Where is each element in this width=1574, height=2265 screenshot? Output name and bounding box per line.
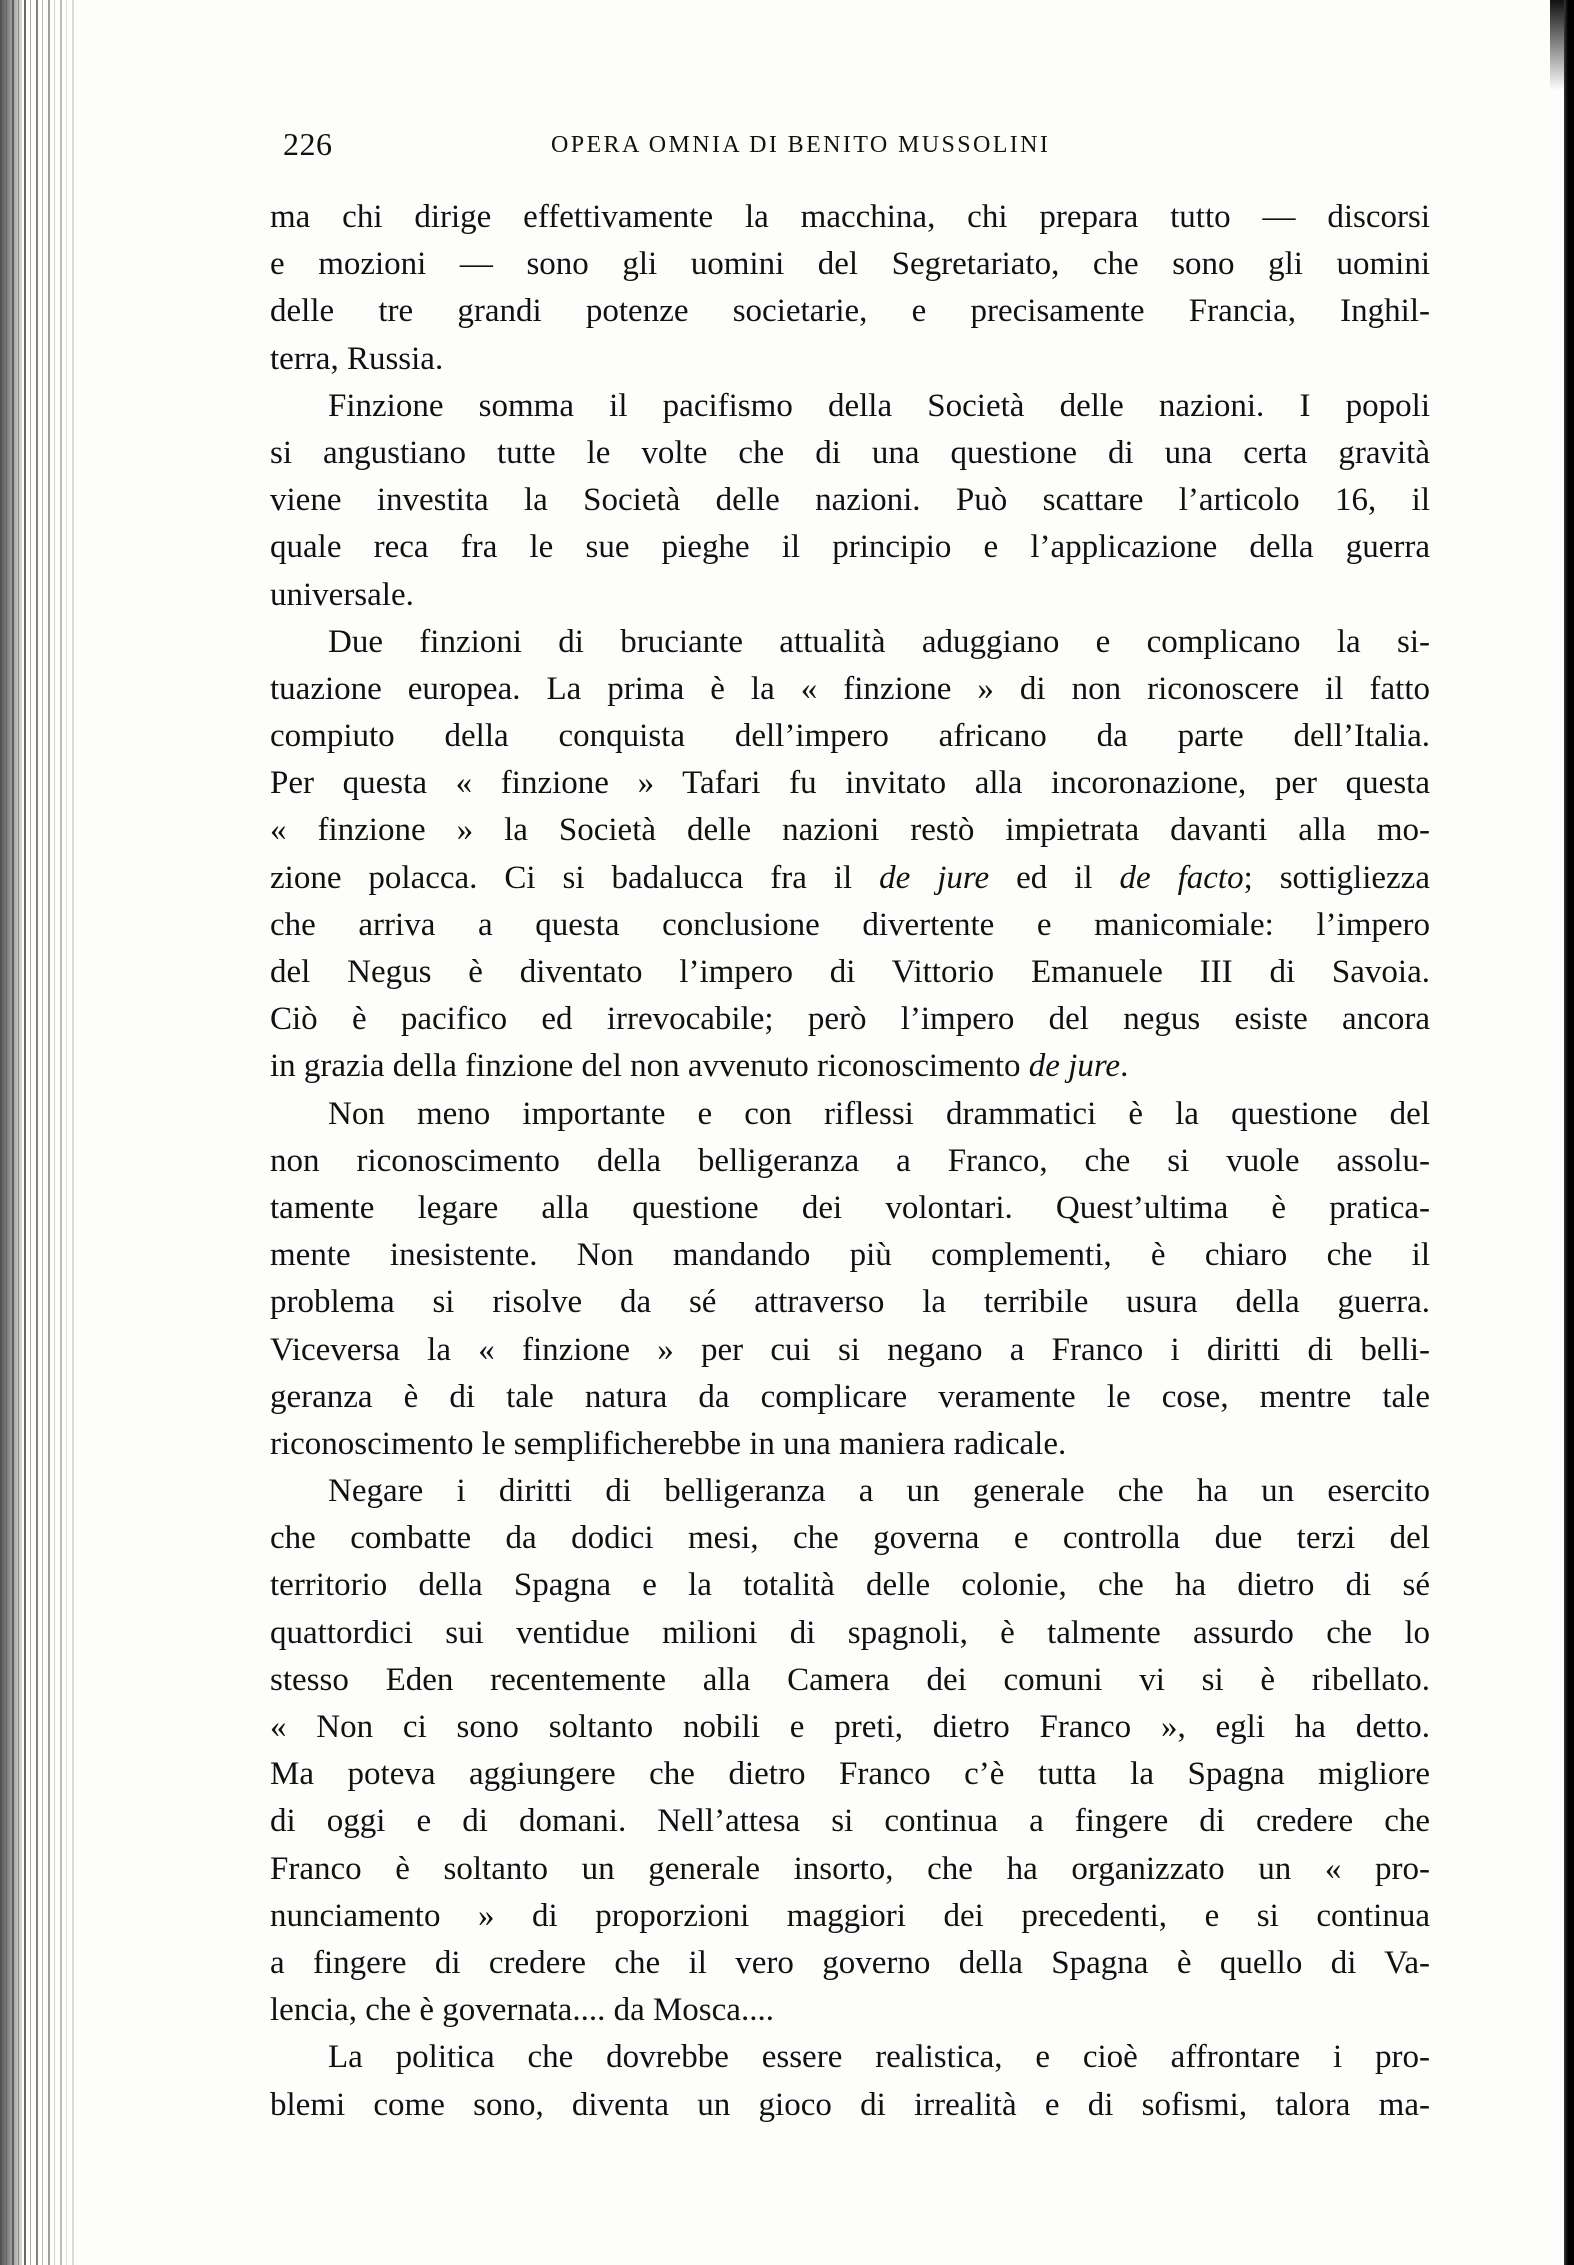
page-number: 226 bbox=[283, 126, 333, 162]
text-line: nunciamento » di proporzioni maggiori dei precedenti, e si continua bbox=[270, 1897, 1430, 1934]
text-line: Ciò è pacifico ed irrevocabile; però l’impero del negus esiste ancora bbox=[270, 1001, 1430, 1038]
text-line: lencia, che è governata.... da Mosca.... bbox=[270, 1992, 774, 2029]
text-line: quale reca fra le sue pieghe il principio e l’applicazione della guerra bbox=[270, 529, 1430, 566]
text-line: quattordici sui ventidue milioni di spagnoli, è talmente assurdo che lo bbox=[270, 1614, 1430, 1651]
paragraph-start-line: Due finzioni di bruciante attualità aduggiano e complicano la si- bbox=[328, 623, 1430, 660]
text-line: tuazione europea. La prima è la « finzione » di non riconoscere il fatto bbox=[270, 670, 1430, 707]
text-line: Viceversa la « finzione » per cui si negano a Franco i diritti di belli- bbox=[270, 1331, 1430, 1368]
page-edge-shadow bbox=[1564, 0, 1574, 2265]
text-line: Per questa « finzione » Tafari fu invitato alla incoronazione, per questa bbox=[270, 765, 1430, 802]
text-line: e mozioni — sono gli uomini del Segretariato, che sono gli uomini bbox=[270, 246, 1430, 283]
text-line: che arriva a questa conclusione divertente e manicomiale: l’impero bbox=[270, 906, 1430, 943]
italic-term: de jure bbox=[1028, 1048, 1121, 1085]
text-line: non riconoscimento della belligeranza a Franco, che si vuole assolu- bbox=[270, 1142, 1430, 1179]
text-line: tamente legare alla questione dei volontari. Quest’ultima è pratica- bbox=[270, 1189, 1430, 1226]
paragraph-start-line: Finzione somma il pacifismo della Società delle nazioni. I popoli bbox=[328, 387, 1430, 424]
text-run: zione polacca. Ci si badalucca fra il bbox=[270, 859, 880, 896]
italic-term: de facto bbox=[1119, 859, 1244, 896]
text-line: di oggi e di domani. Nell’attesa si continua a fingere di credere che bbox=[270, 1803, 1430, 1840]
text-line: del Negus è diventato l’impero di Vittorio Emanuele III di Savoia. bbox=[270, 954, 1430, 990]
text-line: riconoscimento le semplificherebbe in una maniera radicale. bbox=[270, 1425, 1067, 1462]
page-corner-shadow bbox=[1550, 0, 1564, 90]
text-line: terra, Russia. bbox=[270, 340, 444, 377]
paragraph-start-line: Negare i diritti di belligeranza a un generale che ha un esercito bbox=[328, 1473, 1430, 1510]
running-title: OPERA OMNIA DI BENITO MUSSOLINI bbox=[551, 132, 1051, 158]
text-run: . bbox=[1120, 1048, 1129, 1085]
text-line: che combatte da dodici mesi, che governa e controlla due terzi del bbox=[270, 1520, 1430, 1557]
text-line: « Non ci sono soltanto nobili e preti, dietro Franco », egli ha detto. bbox=[270, 1709, 1430, 1745]
text-run: ; sottigliezza bbox=[1243, 859, 1430, 896]
text-line: geranza è di tale natura da complicare veramente le cose, mentre tale bbox=[270, 1378, 1430, 1415]
text-line: delle tre grandi potenze societarie, e precisamente Francia, Inghil- bbox=[270, 293, 1430, 330]
text-line: viene investita la Società delle nazioni. Può scattare l’articolo 16, il bbox=[270, 482, 1430, 519]
text-line: compiuto della conquista dell’impero africano da parte dell’Italia. bbox=[270, 718, 1430, 755]
text-run: ed il bbox=[989, 859, 1120, 896]
text-line: mente inesistente. Non mandando più complementi, è chiaro che il bbox=[270, 1237, 1430, 1274]
text-line: Ma poteva aggiungere che dietro Franco c’è tutta la Spagna migliore bbox=[270, 1756, 1430, 1793]
text-line: ma chi dirige effettivamente la macchina, chi prepara tutto — discorsi bbox=[270, 199, 1430, 235]
text-line: universale. bbox=[270, 576, 414, 613]
paragraph-start-line: La politica che dovrebbe essere realistica, e cioè affrontare i pro- bbox=[328, 2039, 1430, 2076]
text-line: si angustiano tutte le volte che di una questione di una certa gravità bbox=[270, 434, 1430, 471]
text-run: in grazia della finzione del non avvenuto riconoscimento bbox=[270, 1048, 1029, 1085]
text-line bbox=[270, 1043, 1430, 1090]
text-line bbox=[270, 855, 1430, 902]
text-line: a fingere di credere che il vero governo della Spagna è quello di Va- bbox=[270, 1944, 1430, 1981]
text-line: problema si risolve da sé attraverso la terribile usura della guerra. bbox=[270, 1284, 1430, 1321]
text-line: stesso Eden recentemente alla Camera dei comuni vi si è ribellato. bbox=[270, 1661, 1430, 1698]
text-line: Franco è soltanto un generale insorto, che ha organizzato un « pro- bbox=[270, 1850, 1430, 1887]
text-line: blemi come sono, diventa un gioco di irrealità e di sofismi, talora ma- bbox=[270, 2086, 1430, 2123]
binding-shadow bbox=[0, 0, 78, 2265]
text-line: territorio della Spagna e la totalità delle colonie, che ha dietro di sé bbox=[270, 1567, 1430, 1604]
body-text bbox=[270, 194, 1430, 2129]
running-head bbox=[283, 126, 1293, 166]
italic-term: de jure bbox=[879, 859, 990, 896]
paragraph-start-line: Non meno importante e con riflessi drammatici è la questione del bbox=[328, 1095, 1430, 1132]
text-line: « finzione » la Società delle nazioni restò impietrata davanti alla mo- bbox=[270, 812, 1430, 849]
